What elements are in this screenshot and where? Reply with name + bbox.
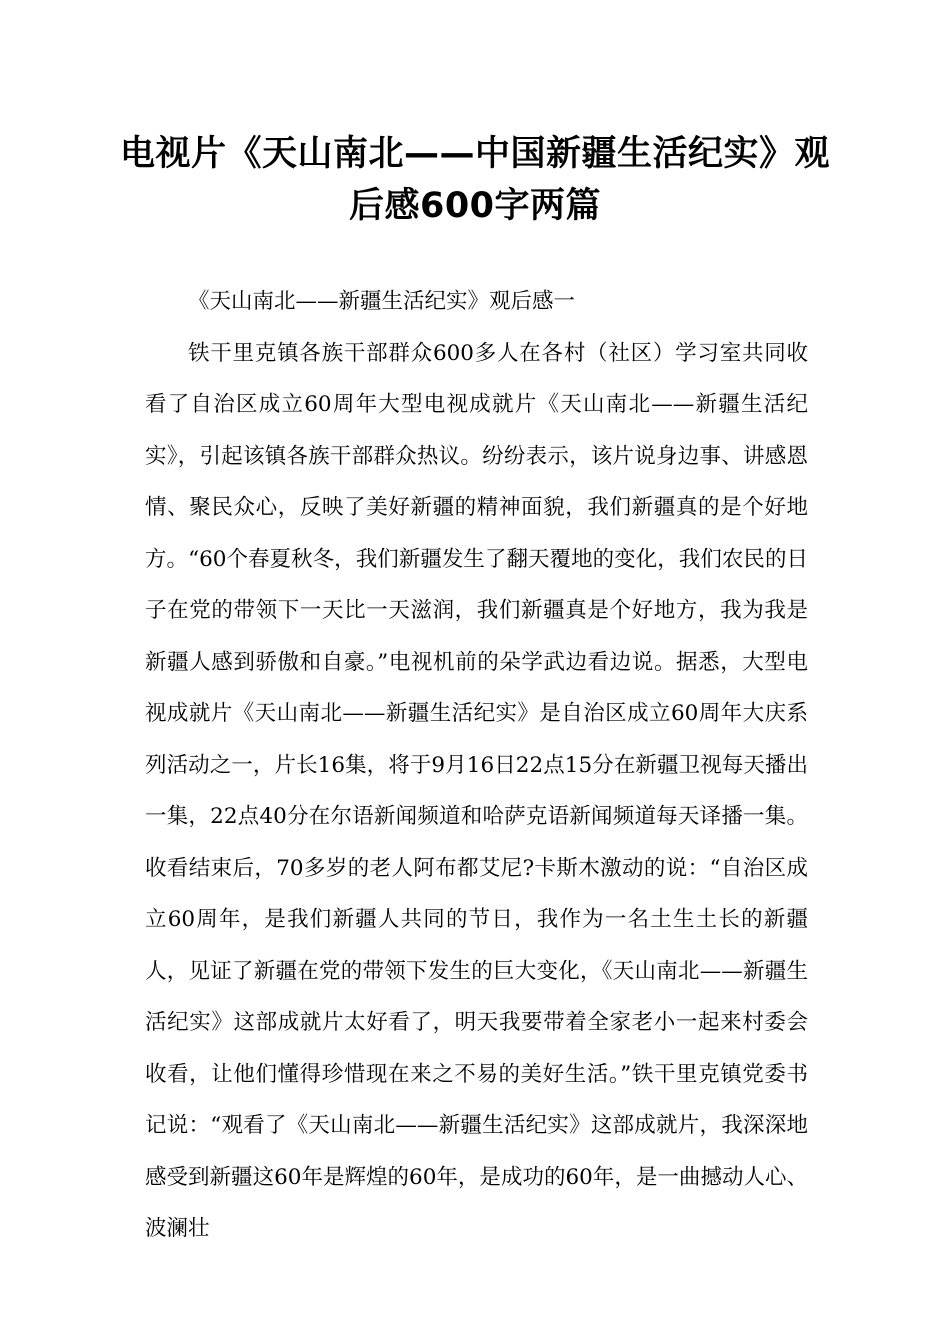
document-body (145, 276, 808, 1255)
document-title: 电视片《天山南北——中国新疆生活纪实》观后感600字两篇 (120, 134, 831, 226)
body-paragraph: 铁干里克镇各族干部群众600多人在各村（社区）学习室共同收看了自治区成立60周年大型电视成就片《天山南北——新疆生活纪实》，引起该镇各族干部群众热议。纷纷表示，该片说身边事、讲感恩情、聚民众心，反映了美好新疆的精神面貌，我们新疆真的是个好地方。“60个春夏秋冬，我们新疆发生了翻天覆地的变化，我们农民的日子在党的带领下一天比一天滋润，我们新疆真是个好地方，我为我是新疆人感到骄傲和自豪。”电视机前的朵学武边看边说。据悉，大型电视成就片《天山南北——新疆生活纪实》是自治区成立60周年大庆系列活动之一，片长16集，将于9月16日22点15分在新疆卫视每天播出一集，22点40分在尔语新闻频道和哈萨克语新闻频道每天译播一集。收看结束后，70多岁的老人阿布都艾尼?卡斯木激动的说：“自治区成立60周年，是我们新疆人共同的节日，我作为一名土生土长的新疆人，见证了新疆在党的带领下发生的巨大变化，《天山南北——新疆生活纪实》这部成就片太好看了，明天我要带着全家老小一起来村委会收看，让他们懂得珍惜现在来之不易的美好生活。”铁干里克镇党委书记说：“观看了《天山南北——新疆生活纪实》这部成就片，我深深地感受到新疆这60年是辉煌的60年，是成功的60年，是一曲撼动人心、波澜壮 (145, 340, 808, 1241)
section-heading: 《天山南北——新疆生活纪实》观后感一 (188, 289, 576, 314)
